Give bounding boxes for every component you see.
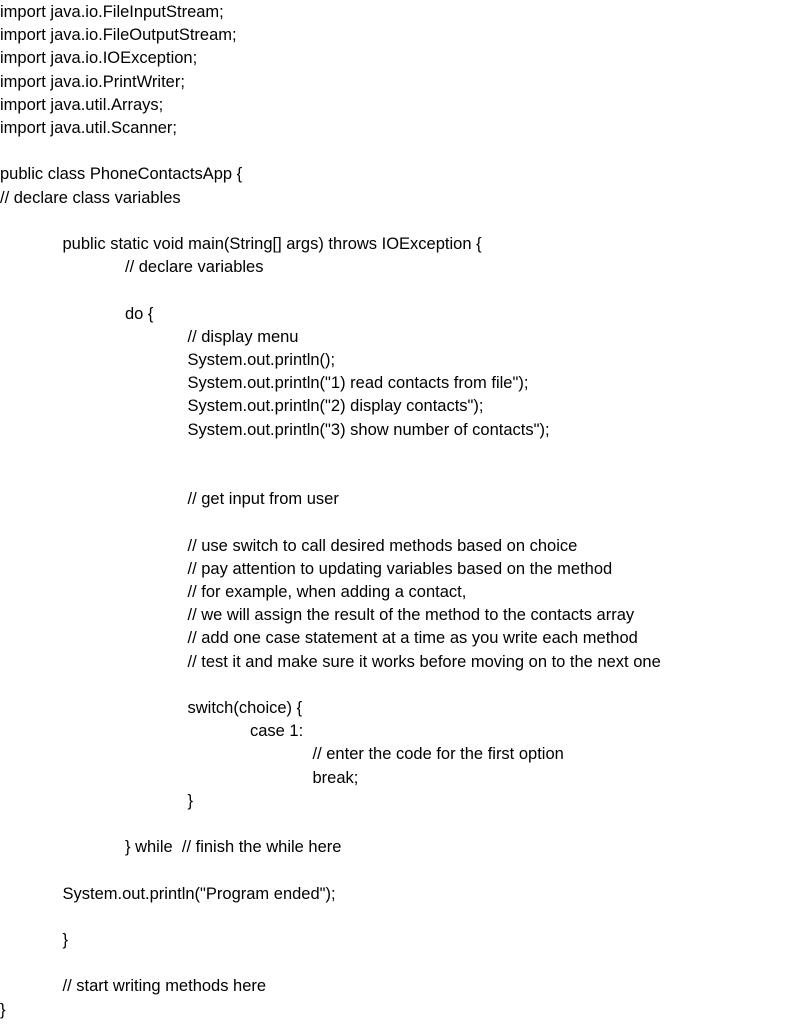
code-line: // test it and make sure it works before moving on to the next one: [187, 652, 661, 671]
code-line: import java.io.FileInputStream;: [0, 3, 224, 21]
code-line: }: [0, 1000, 6, 1019]
code-line: // display menu: [187, 327, 299, 346]
code-line: System.out.println("3) show number of contacts");: [187, 420, 550, 439]
code-line: } while // finish the while here: [125, 838, 342, 857]
code-line: import java.io.FileOutputStream;: [0, 26, 237, 45]
code-line: import java.util.Arrays;: [0, 95, 164, 114]
code-line: }: [62, 931, 69, 949]
code-line: case 1:: [250, 722, 304, 741]
code-line: // add one case statement at a time as you write each method: [187, 629, 638, 648]
code-line: import java.util.Scanner;: [0, 119, 177, 137]
code-line: // enter the code for the first option: [312, 745, 564, 764]
code-line: // pay attention to updating variables based on the method: [187, 559, 613, 578]
code-line: break;: [312, 768, 359, 787]
code-line: // use switch to call desired methods based on choice: [187, 536, 578, 555]
code-line: // declare variables: [125, 258, 264, 277]
code-line: import java.io.IOException;: [0, 49, 198, 68]
code-line: // declare class variables: [0, 188, 181, 207]
code-line: System.out.println("Program ended");: [62, 884, 336, 903]
code-line: // we will assign the result of the method to the contacts array: [187, 606, 635, 625]
code-line: public static void main(String[] args) throws IOException {: [62, 235, 482, 253]
code-line: System.out.println("1) read contacts from file");: [187, 374, 529, 393]
code-line: System.out.println("2) display contacts");: [187, 397, 484, 416]
code-line: // start writing methods here: [62, 977, 267, 996]
code-line: import java.io.PrintWriter;: [0, 72, 185, 91]
code-line: switch(choice) {: [187, 699, 303, 717]
code-line: // for example, when adding a contact,: [187, 583, 467, 601]
code-line: // get input from user: [187, 490, 339, 509]
code-line: do {: [125, 304, 154, 323]
code-line: public class PhoneContactsApp {: [0, 165, 243, 184]
code-line: }: [187, 791, 194, 810]
code-line: System.out.println();: [187, 351, 336, 369]
